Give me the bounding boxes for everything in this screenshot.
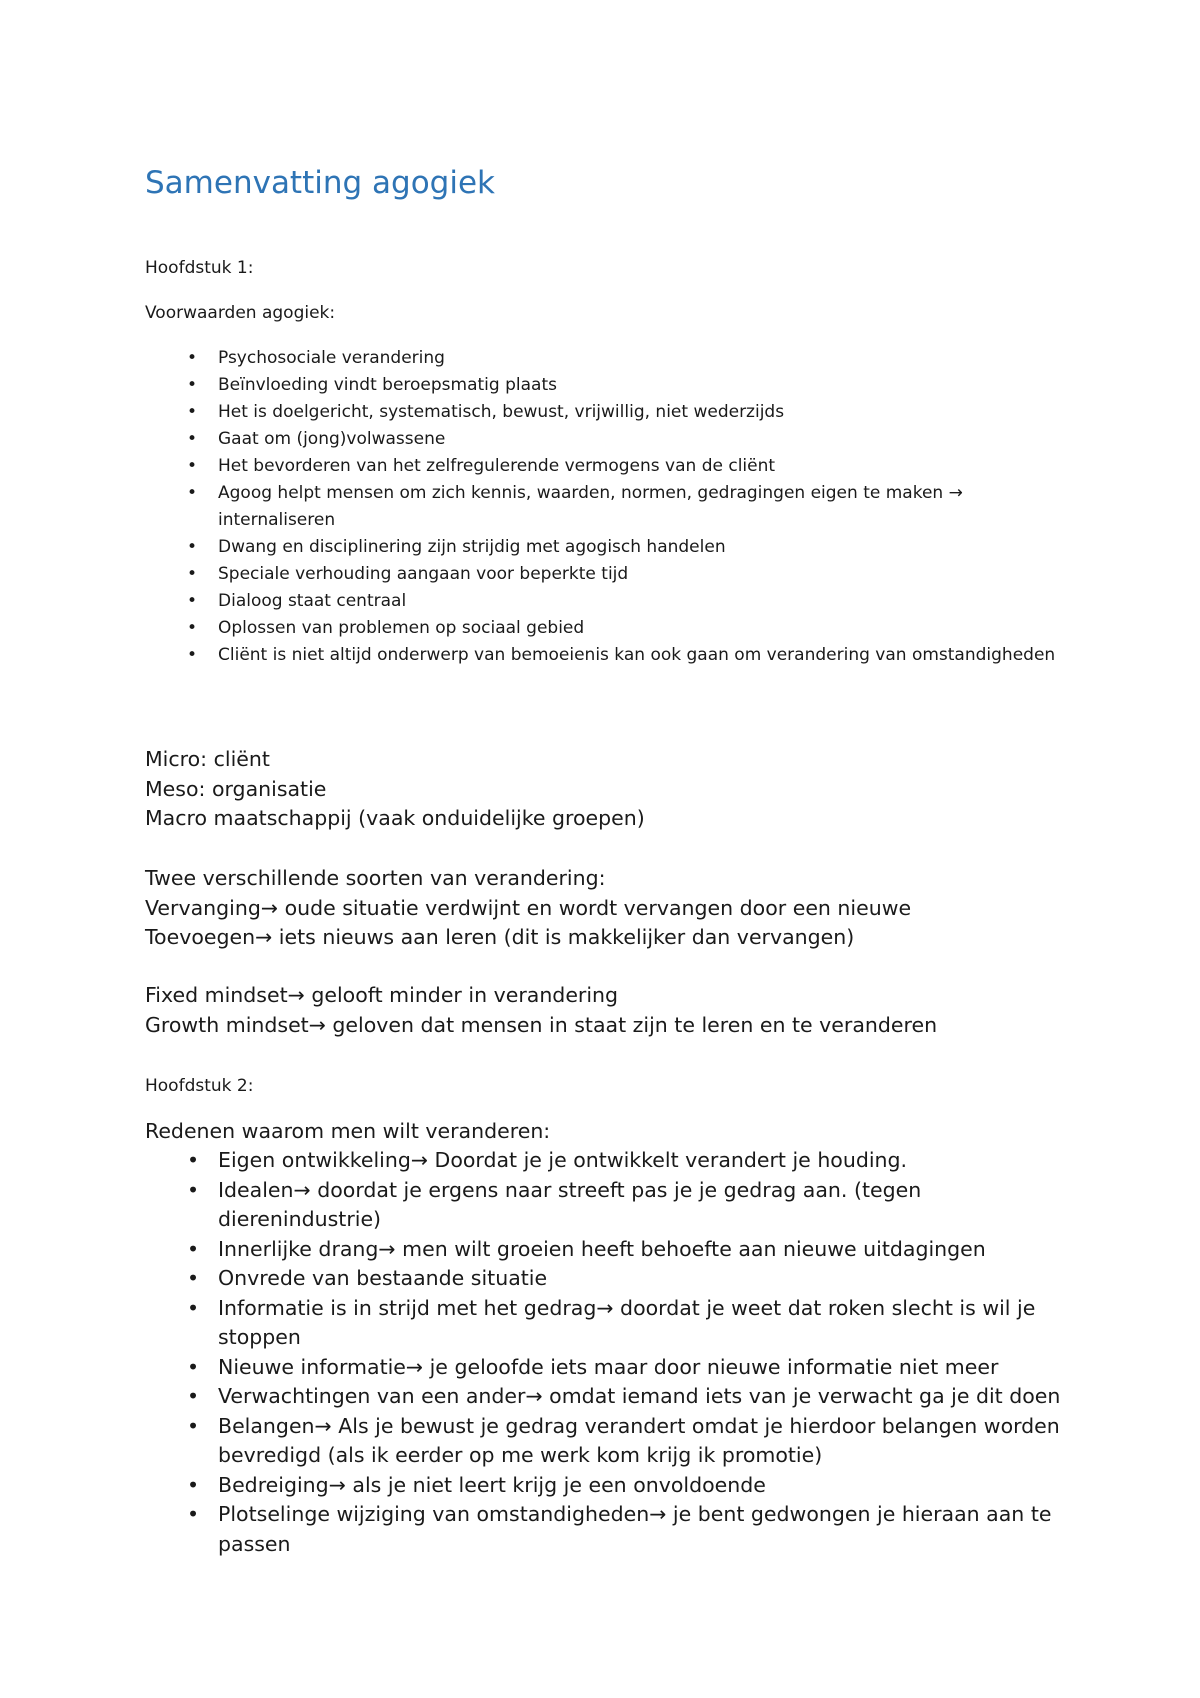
list-item: • Innerlijke drang→ men wilt groeien heeft behoefte aan nieuwe uitdagingen <box>145 1235 1075 1265</box>
list-item: • Speciale verhouding aangaan voor beperkte tijd <box>145 561 1075 588</box>
list-item: • Dialoog staat centraal <box>145 588 1075 615</box>
chapter1-heading: Hoofdstuk 1: <box>145 258 254 278</box>
list-item: • Nieuwe informatie→ je geloofde iets maar door nieuwe informatie niet meer <box>145 1353 1075 1383</box>
bullet-icon: • <box>187 645 198 665</box>
list-item: • Belangen→ Als je bewust je gedrag verandert omdat je hierdoor belangen worden bevredigd (als ik eerder op me werk kom krijg ik promotie) <box>187 1413 1060 1467</box>
bullet-icon: • <box>187 1295 200 1320</box>
list-item: • Oplossen van problemen op sociaal gebied <box>145 615 1075 642</box>
change-types-heading: Twee verschillende soorten van verandering: <box>145 866 606 890</box>
chapter1-subheading: Voorwaarden agogiek: <box>145 303 336 323</box>
list-item: • Onvrede van bestaande situatie <box>145 1264 1075 1294</box>
bullet-icon: • <box>187 348 198 368</box>
list-item: • Dwang en disciplinering zijn strijdig met agogisch handelen <box>145 534 1075 561</box>
change-type-addition: Toevoegen→ iets nieuws aan leren (dit is makkelijker dan vervangen) <box>145 925 855 949</box>
list-item: • Bedreiging→ als je niet leert krijg je een onvoldoende <box>145 1471 1075 1501</box>
chapter2-bullet-list <box>145 1146 1075 1559</box>
bullet-icon: • <box>187 618 198 638</box>
list-item: • Verwachtingen van een ander→ omdat iemand iets van je verwacht ga je dit doen <box>145 1382 1075 1412</box>
mindsets-section <box>145 981 1075 1040</box>
change-types-section <box>145 864 1075 953</box>
bullet-icon: • <box>187 1384 200 1408</box>
change-type-replacement: Vervanging→ oude situatie verdwijnt en wordt vervangen door een nieuwe <box>145 895 912 920</box>
list-item: • Psychosociale verandering <box>145 345 1075 372</box>
bullet-icon: • <box>187 1472 200 1497</box>
level-macro: Macro maatschappij (vaak onduidelijke groepen) <box>145 806 645 830</box>
list-item: • Beïnvloeding vindt beroepsmatig plaats <box>145 372 1075 399</box>
bullet-icon: • <box>187 1177 200 1202</box>
bullet-icon: • <box>187 1502 200 1526</box>
level-meso: Meso: organisatie <box>145 776 327 801</box>
list-item: • Idealen→ doordat je ergens naar streeft pas je je gedrag aan. (tegen dierenindustrie) <box>187 1177 922 1231</box>
bullet-icon: • <box>187 564 198 584</box>
bullet-icon: • <box>187 1354 200 1379</box>
chapter2-subheading: Redenen waarom men wilt veranderen: <box>145 1119 551 1143</box>
document-title: Samenvatting agogiek <box>145 165 495 201</box>
bullet-icon: • <box>187 1266 200 1290</box>
list-item: • Informatie is in strijd met het gedrag→ doordat je weet dat roken slecht is wil je stoppen <box>187 1295 1036 1349</box>
bullet-icon: • <box>187 1236 200 1261</box>
bullet-icon: • <box>187 1413 200 1438</box>
list-item: • Plotselinge wijziging van omstandigheden→ je bent gedwongen je hieraan aan te passen <box>187 1502 1052 1556</box>
list-item: • Agoog helpt mensen om zich kennis, waarden, normen, gedragingen eigen te maken → internaliseren <box>145 480 1075 534</box>
bullet-icon: • <box>187 456 198 476</box>
levels-section <box>145 745 1075 834</box>
bullet-icon: • <box>187 1148 200 1172</box>
list-item: • Gaat om (jong)volwassene <box>145 426 1075 453</box>
bullet-icon: • <box>187 591 198 611</box>
bullet-icon: • <box>187 537 198 557</box>
level-micro: Micro: cliënt <box>145 747 270 771</box>
bullet-icon: • <box>187 375 198 395</box>
list-item: • Het is doelgericht, systematisch, bewust, vrijwillig, niet wederzijds <box>145 399 1075 426</box>
list-item: • Eigen ontwikkeling→ Doordat je je ontwikkelt verandert je houding. <box>145 1146 1075 1176</box>
bullet-icon: • <box>187 402 198 422</box>
list-item: • Het bevorderen van het zelfregulerende vermogens van de cliënt <box>145 453 1075 480</box>
list-item: • Cliënt is niet altijd onderwerp van bemoeienis kan ook gaan om verandering van omstandigheden <box>145 642 1075 669</box>
chapter1-bullet-list <box>145 345 1075 669</box>
bullet-icon: • <box>187 429 198 449</box>
growth-mindset: Growth mindset→ geloven dat mensen in staat zijn te leren en te veranderen <box>145 1012 938 1037</box>
bullet-icon: • <box>187 483 198 503</box>
chapter2-heading: Hoofdstuk 2: <box>145 1076 254 1096</box>
fixed-mindset: Fixed mindset→ gelooft minder in verandering <box>145 983 619 1007</box>
